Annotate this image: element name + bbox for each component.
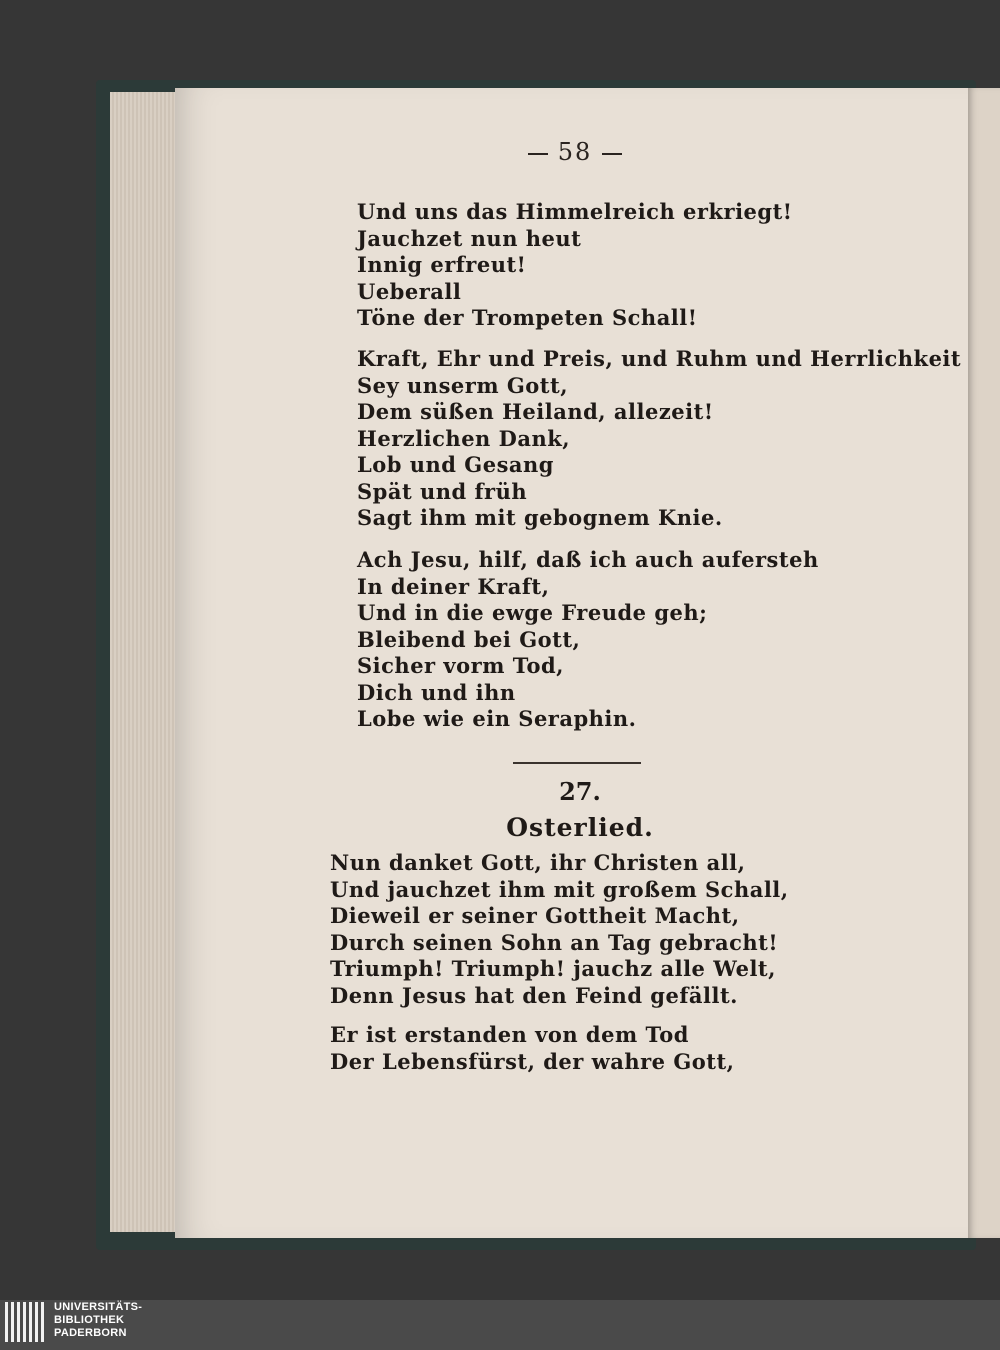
stanza: [357, 199, 793, 332]
section-divider: [513, 762, 641, 764]
verse-line: Herzlichen Dank,: [357, 425, 571, 451]
facing-page-edge: [968, 88, 1000, 1238]
verse-line: Kraft, Ehr und Preis, und Ruhm und Herrlichkeit: [357, 346, 962, 371]
verse-line: Nun danket Gott, ihr Christen all,: [330, 850, 746, 875]
verse-line: Sey unserm Gott,: [357, 372, 569, 398]
verse-line: Jauchzet nun heut: [357, 225, 582, 251]
verse-line: Triumph! Triumph! jauchz alle Welt,: [330, 956, 776, 981]
verse-line: Sicher vorm Tod,: [357, 653, 564, 678]
verse-line: Sagt ihm mit gebognem Knie.: [357, 505, 723, 530]
stanza: [330, 850, 789, 1009]
library-name: [54, 1301, 142, 1340]
stanza: [357, 346, 961, 532]
verse-line: Dem süßen Heiland, allezeit!: [357, 399, 714, 424]
verse-line: Bleibend bei Gott,: [357, 626, 581, 652]
verse-line: Ueberall: [357, 278, 462, 304]
hymn-title: Osterlied.: [506, 813, 654, 842]
verse-line: Ach Jesu, hilf, daß ich auch aufersteh: [357, 547, 819, 572]
page-edges: [110, 92, 180, 1232]
library-logo-icon: [5, 1302, 47, 1342]
verse-line: Denn Jesus hat den Feind gefällt.: [330, 982, 738, 1008]
stanza: [330, 1022, 734, 1075]
verse-line: Er ist erstanden von dem Tod: [330, 1022, 689, 1047]
stanza: [357, 547, 819, 733]
verse-line: Und uns das Himmelreich erkriegt!: [357, 199, 793, 224]
verse-line: Dieweil er seiner Gottheit Macht,: [330, 903, 740, 928]
verse-line: Dich und ihn: [357, 679, 516, 705]
verse-line: Lobe wie ein Seraphin.: [357, 706, 637, 731]
library-name-line: BIBLIOTHEK: [54, 1314, 125, 1326]
verse-line: Lob und Gesang: [357, 452, 554, 477]
verse-line: Innig erfreut!: [357, 252, 527, 277]
verse-line: Und in die ewge Freude geh;: [357, 600, 708, 625]
verse-line: Töne der Trompeten Schall!: [357, 305, 698, 330]
verse-line: Spät und früh: [357, 478, 528, 504]
verse-line: Der Lebensfürst, der wahre Gott,: [330, 1048, 735, 1074]
page-number: 58: [505, 138, 645, 166]
hymn-number: 27.: [559, 777, 601, 806]
library-name-line: PADERBORN: [54, 1327, 127, 1339]
verse-line: Und jauchzet ihm mit großem Schall,: [330, 876, 789, 902]
library-name-line: UNIVERSITÄTS-: [54, 1301, 143, 1313]
verse-line: Durch seinen Sohn an Tag gebracht!: [330, 929, 779, 955]
library-footer: [0, 1300, 1000, 1350]
verse-line: In deiner Kraft,: [357, 573, 550, 599]
